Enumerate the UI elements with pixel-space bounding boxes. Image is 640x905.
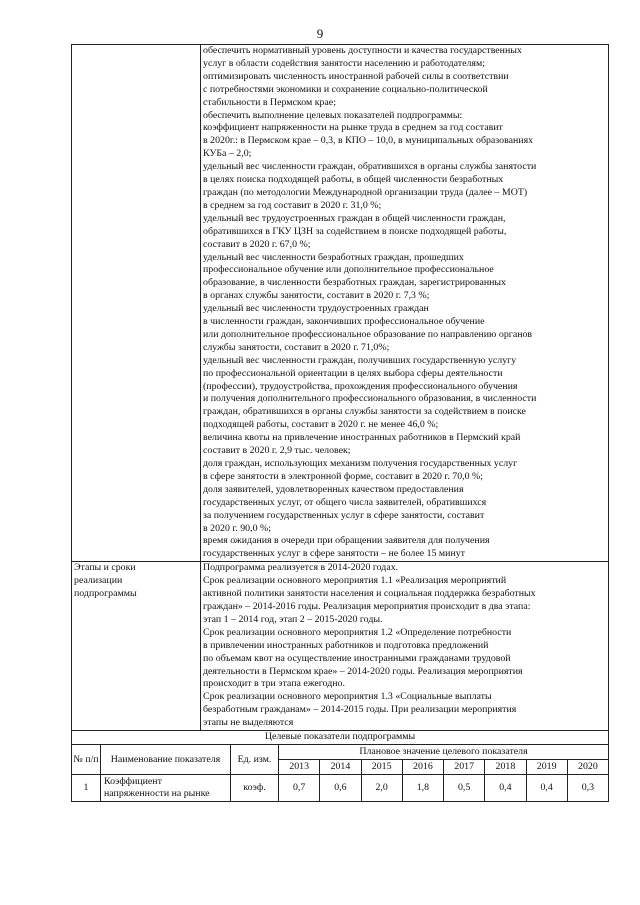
tasks-text-line: по профессиональной ориентации в целях выбора сферы деятельности xyxy=(203,367,503,379)
row-value: 0,6 xyxy=(320,775,361,802)
indicators-table xyxy=(71,744,609,802)
stages-cell xyxy=(201,562,609,731)
tasks-text-line: профессиональное обучение или дополнительное профессиональное xyxy=(203,264,494,276)
tasks-text-line: величина квоты на привлечение иностранных работников в Пермский край xyxy=(203,432,521,444)
stages-text-line: Подпрограмма реализуется в 2014-2020 годах. xyxy=(203,562,399,574)
year-header: 2018 xyxy=(485,760,526,775)
tasks-text-line: коэффициент напряженности на рынке труда в среднем за год составит xyxy=(203,122,503,134)
tasks-text-line: обеспечить выполнение целевых показателей подпрограммы: xyxy=(203,109,463,121)
stages-label-line: реализации xyxy=(74,575,123,587)
col-name-header: Наименование показателя xyxy=(101,745,231,775)
tasks-text-line: с потребностями экономики и сохранение социально-политической xyxy=(203,83,488,95)
tasks-text-line: в органах службы занятости, составит в 2020 г. 7,3 %; xyxy=(203,290,430,302)
tasks-text-line: и получения дополнительного профессионального образования, в численности xyxy=(203,393,537,405)
tasks-text-line: в среднем за год составит в 2020 г. 31,0 %; xyxy=(203,199,382,211)
tasks-text-line: подходящей работы, составит в 2020 г. не менее 46,0 %; xyxy=(203,419,439,431)
tasks-cell xyxy=(201,45,609,562)
stages-text-line: по объемам квот на осуществление иностранными гражданами трудовой xyxy=(203,652,511,664)
tasks-text-line: обеспечить нормативный уровень доступности и качества государственных xyxy=(203,45,522,56)
row-value: 2,0 xyxy=(361,775,402,802)
stages-text-line: Срок реализации основного мероприятия 1.2 «Определение потребности xyxy=(203,626,512,638)
col-unit-header: Ед. изм. xyxy=(231,745,279,775)
indicators-title-row xyxy=(72,731,609,745)
stages-text-line: активной политики занятости населения и социальная поддержка безработных xyxy=(203,588,536,600)
stages-text-line: деятельности в Пермском крае» – 2014-2020 годы. Реализация мероприятия xyxy=(203,665,523,677)
stages-text-line: этапы не выделяются xyxy=(203,717,294,729)
stages-text-line: Срок реализации основного мероприятия 1.3 «Социальные выплаты xyxy=(203,691,492,703)
tasks-text-line: службы занятости, составит в 2020 г. 71,0%; xyxy=(203,341,390,353)
tasks-text-line: доля граждан, использующих механизм получения государственных услуг xyxy=(203,458,518,469)
tasks-text-line: в сфере занятости в электронной форме, составит в 2020 г. 70,0 %; xyxy=(203,470,484,482)
tasks-text-line: удельный вес численности безработных граждан, прошедших xyxy=(203,251,464,263)
row-value: 0,4 xyxy=(526,775,567,802)
tasks-text-line: оптимизировать численность иностранной рабочей силы в соответствии xyxy=(203,70,509,82)
tasks-text-line: за получением государственных услуг в сфере занятости, составит xyxy=(203,509,485,521)
indicators-title: Целевые показатели подпрограммы xyxy=(72,731,609,745)
row-num: 1 xyxy=(72,775,101,802)
tasks-row xyxy=(72,45,609,562)
stages-text-line: в привлечении иностранных работников и подготовка предложений xyxy=(203,639,489,651)
table-row xyxy=(72,775,609,802)
row-unit: коэф. xyxy=(231,775,279,802)
stages-text-line: граждан» – 2014-2016 годы. Реализация мероприятия происходит в два этапа: xyxy=(203,600,531,612)
tasks-text-line: обратившихся в ГКУ ЦЗН за содействием в поиске подходящей работы, xyxy=(203,225,507,237)
year-header: 2014 xyxy=(320,760,361,775)
tasks-label-cell xyxy=(72,45,201,562)
stages-label-cell xyxy=(72,562,201,731)
year-header: 2020 xyxy=(567,760,608,775)
col-plan-header: Плановое значение целевого показателя xyxy=(279,745,609,760)
tasks-text-line: услуг в области содействия занятости населению и работодателям; xyxy=(203,57,485,69)
tasks-text-line: время ожидания в очереди при обращении заявителя для получения xyxy=(203,535,490,547)
stages-text-line: происходит в три этапа ежегодно. xyxy=(203,678,345,690)
tasks-text-line: граждан, обратившихся в органы службы занятости за содействием в поиске xyxy=(203,406,526,418)
tasks-text-line: или дополнительное профессиональное образование по направлению органов xyxy=(203,328,533,340)
tasks-text-line: образование, в численности безработных граждан, зарегистрированных xyxy=(203,277,506,289)
tasks-text-line: удельный вес численности граждан, получивших государственную услугу xyxy=(203,354,517,366)
tasks-text-line: составит в 2020 г. 67,0 %; xyxy=(203,238,311,250)
tasks-text-line: государственных услуг в сфере занятости – не более 15 минут xyxy=(203,548,465,560)
stages-label-line: Этапы и сроки xyxy=(74,562,136,574)
tasks-text-line: в 2020г.: в Пермском крае – 0,3, в КПО – 10,0, в муниципальных образованиях xyxy=(203,135,534,147)
tasks-text-line: граждан (по методологии Международной организации труда (далее – МОТ) xyxy=(203,186,528,198)
year-header: 2013 xyxy=(279,760,320,775)
year-header: 2017 xyxy=(444,760,485,775)
tasks-text-line: удельный вес численности трудоустроенных граждан xyxy=(203,303,429,315)
row-value: 0,3 xyxy=(567,775,608,802)
tasks-text-line: КУБа – 2,0; xyxy=(203,148,252,160)
year-header: 2019 xyxy=(526,760,567,775)
stages-text-line: безработным гражданам» – 2014-2015 годы. При реализации мероприятия xyxy=(203,704,517,716)
tasks-text-line: в 2020 г. 90,0 %; xyxy=(203,522,271,534)
row-value: 0,4 xyxy=(485,775,526,802)
stages-label-line: подпрограммы xyxy=(74,588,137,600)
tasks-text-line: стабильности в Пермском крае; xyxy=(203,96,336,108)
tasks-text-line: в численности граждан, закончивших профессиональное обучение xyxy=(203,316,485,328)
stages-text-line: этап 1 – 2014 год, этап 2 – 2015-2020 годы. xyxy=(203,613,383,625)
tasks-text-line: (профессии), трудоустройства, прохождения профессионального обучения xyxy=(203,380,518,392)
year-header: 2015 xyxy=(361,760,402,775)
tasks-text-line: государственных услуг, от общего числа заявителей, обратившихся xyxy=(203,496,487,508)
tasks-text-line: составит в 2020 г. 2,9 тыс. человек; xyxy=(203,445,351,457)
year-header: 2016 xyxy=(402,760,443,775)
stages-row xyxy=(72,562,609,731)
tasks-text-line: удельный вес численности граждан, обратившихся в органы службы занятости xyxy=(203,161,537,173)
row-value: 0,7 xyxy=(279,775,320,802)
col-num-header: № п/п xyxy=(72,745,101,775)
subprogram-passport-table xyxy=(71,44,609,745)
tasks-text-line: удельный вес трудоустроенных граждан в общей численности граждан, xyxy=(203,212,506,224)
row-name: Коэффициент напряженности на рынке xyxy=(101,775,231,802)
row-value: 0,5 xyxy=(444,775,485,802)
page-number: 9 xyxy=(316,26,324,41)
row-value: 1,8 xyxy=(402,775,443,802)
tasks-text-line: доля заявителей, удовлетворенных качеством предоставления xyxy=(203,483,464,495)
tasks-text-line: в целях поиска подходящей работы, в общей численности безработных xyxy=(203,174,504,186)
stages-text-line: Срок реализации основного мероприятия 1.1 «Реализация мероприятий xyxy=(203,575,507,587)
